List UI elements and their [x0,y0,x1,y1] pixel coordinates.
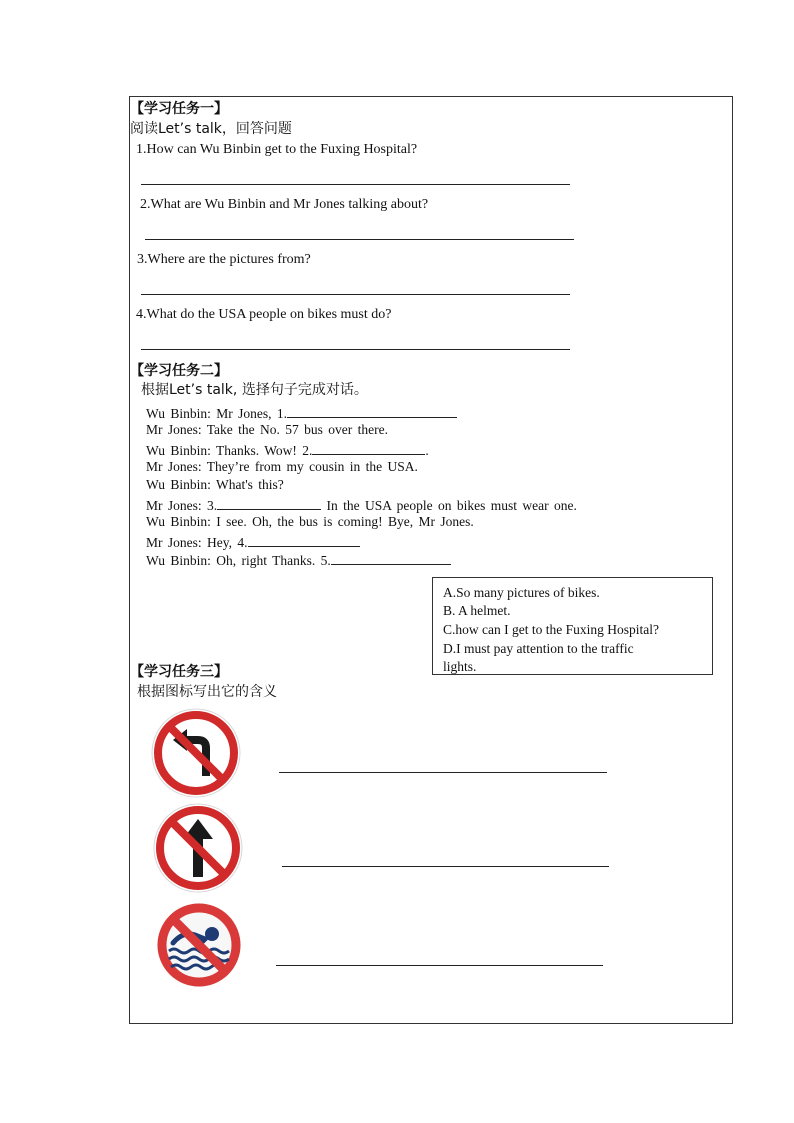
task3-header: 【学习任务三】 [130,664,228,680]
dialogue-line-4: Mr Jones: They’re from my cousin in the USA. [146,459,418,474]
dialogue-line-3: Wu Binbin: Thanks. Wow! 2. . [146,443,429,458]
options-box [432,577,713,675]
dialogue-line-1: Wu Binbin: Mr Jones, 1. [146,404,457,422]
option-d-cont: lights. [443,659,477,674]
dialogue-line-6: Mr Jones: 3. In the USA people on bikes must wear one. [146,498,577,513]
option-c: C.how can I get to the Fuxing Hospital? [443,622,659,637]
dialogue-line-5: Wu Binbin: What's this? [146,477,284,492]
dialogue-line-9: Wu Binbin: Oh, right Thanks. 5. [146,551,451,569]
dialogue-line-8: Mr Jones: Hey, 4. [146,533,360,551]
blank-2[interactable] [312,441,425,455]
sign-answer-line-2[interactable] [282,866,609,867]
task2-instruction: 根据Let’s talk, 选择句子完成对话。 [141,382,368,398]
task1-instruction: 阅读Let’s talk，回答问题 [130,121,292,137]
dialogue-line-7: Wu Binbin: I see. Oh, the bus is coming! Bye, Mr Jones. [146,514,474,529]
sign-answer-line-3[interactable] [276,965,603,966]
blank-1[interactable] [287,404,457,418]
answer-line-4[interactable] [141,349,570,350]
answer-line-1[interactable] [141,184,570,185]
option-b: B. A helmet. [443,603,511,618]
answer-line-2[interactable] [145,239,574,240]
task2-header: 【学习任务二】 [130,363,228,379]
sign-answer-line-1[interactable] [279,772,607,773]
no-swimming-sign-icon [155,901,243,989]
no-left-turn-sign-icon [151,708,241,798]
dialogue-line-2: Mr Jones: Take the No. 57 bus over there. [146,422,389,437]
blank-4[interactable] [248,533,360,547]
task1-header: 【学习任务一】 [130,101,228,117]
blank-5[interactable] [331,551,451,565]
question-4: 4.What do the USA people on bikes must do? [136,307,392,322]
option-a: A.So many pictures of bikes. [443,585,600,600]
question-3: 3.Where are the pictures from? [137,252,311,267]
answer-line-3[interactable] [141,294,570,295]
no-straight-ahead-sign-icon [153,803,243,893]
task3-instruction: 根据图标写出它的含义 [137,684,277,700]
blank-3[interactable] [217,496,321,510]
option-d: D.I must pay attention to the traffic [443,641,634,656]
question-2: 2.What are Wu Binbin and Mr Jones talking about? [140,197,429,212]
question-1: 1.How can Wu Binbin get to the Fuxing Hospital? [136,142,418,157]
